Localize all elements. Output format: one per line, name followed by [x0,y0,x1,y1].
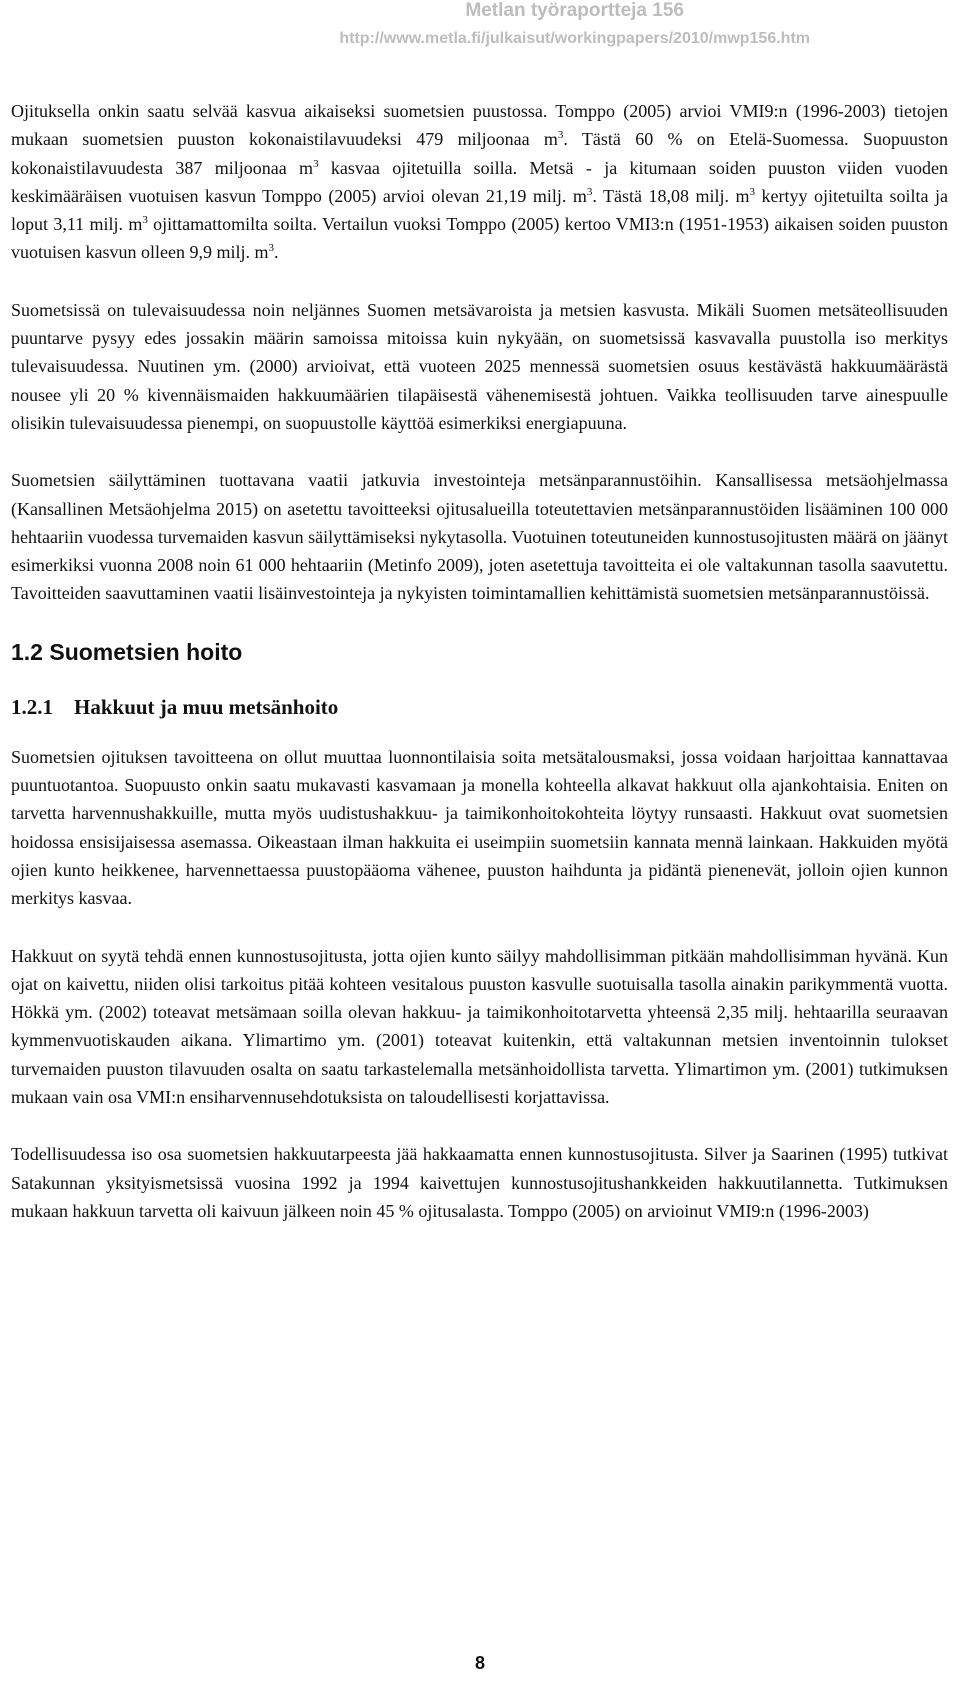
section-heading-1-2: 1.2 Suometsien hoito [11,638,243,665]
paragraph-harvest-reality: Todellisuudessa iso osa suometsien hakkuutarpeesta jää hakkaamatta ennen kunnostusojitusta. Silver ja Saarinen (1995) tutkivat Satakunnan yksityismetsissä vuosina 1992 ja 1994 kaivettujen kunnostusojitushankkeiden hakkuutilannetta. Tutkimuksen mukaan hakkuun tarvetta oli kaivuun jälkeen noin 45 % ojitusalasta. Tomppo (2005) on arvioinut VMI9:n (1996-2003) [11,1144,948,1221]
page-number: 8 [474,1653,485,1673]
report-url[interactable]: http://www.metla.fi/julkaisut/workingpapers/2010/mwp156.htm [339,30,810,47]
paragraph-future-resources: Suometsissä on tulevaisuudessa noin neljännes Suomen metsävaroista ja metsien kasvusta. Mikäli Suomen metsäteollisuuden puuntarve pysyy edes jossakin määrin samoissa mitoissa kuin nykyään, on suometsissä kasvavalla puustolla iso merkitys tulevaisuudessa. Nuutinen ym. (2000) arvioivat, että vuoteen 2025 mennessä suometsien osuus kestävästä hakkuumäärästä nousee yli 20 % kivennäismaiden hakkuumäärien tilapäisestä vähenemisestä johtuen. Vaikka teollisuuden tarve ainespuulle olisikin tulevaisuudessa pienempi, on suopuustolle käyttöä esimerkiksi energiapuuna. [11,299,948,433]
page-header [339,0,810,50]
paragraph-volume-growth: Ojituksella onkin saatu selvää kasvua aikaiseksi suometsien puustossa. Tomppo (2005) arvioi VMI9:n (1996-2003) tietojen mukaan suometsien puuston kokonaistilavuudeksi 479 miljoonaa $m^3$. Tästä 60 % on Etelä-Suomessa. Suopuuston kokonaistilavuudesta 387 miljoonaa $m^3$ kasvaa ojitetuilla soilla. Metsä - ja kitumaan soiden puuston viiden vuoden keskimääräisen vuotuisen kasvun Tomppo (2005) arvioi olevan 21,19 milj. $m^3$. Tästä 18,08 milj. $m^3$ kertyy ojitetuilta soilta ja loput 3,11 milj. $m^3$ ojittamattomilta soilta. Vertailun vuoksi Tomppo (2005) kertoo VMI3:n (1951-1953) aikaisen soiden puuston vuotuisen kasvun olleen 9,9 milj. $m^3$. [11,101,948,263]
paragraph-harvesting-goals: Suometsien ojituksen tavoitteena on ollut muuttaa luonnontilaisia soita metsätalousmaksi, jossa voidaan harjoittaa kannattavaa puuntuotantoa. Suopuusto onkin saatu mukavasti kasvamaan ja monella kohteella alkavat hakkuut olla ajankohtaisia. Eniten on tarvetta harvennushakkuille, mutta myös uudistushakkuu- ja taimikonhoitokohteita löytyy runsaasti. Hakkuut ovat suometsien hoidossa ensisijaisessa asemassa. Oikeastaan ilman hakkuita ei useimpiin suometsiin kannata mennä lainkaan. Hakkuiden myötä ojien kunto heikkenee, harvennettaessa puustopääoma vähenee, puuston haihdunta ja pidäntä pienenevät, jolloin ojien kunnon merkitys kasvaa. [11,746,948,909]
paragraph-harvest-before-ditching: Hakkuut on syytä tehdä ennen kunnostusojitusta, jotta ojien kunto säilyy mahdollisimman pitkään mahdollisimman hyvänä. Kun ojat on kaivettu, niiden olisi tarkoitus pitää kohteen vesitalous puuston kasvulle suotuisalla tasolla ainakin parikymmentä vuotta. Hökkä ym. (2002) toteavat metsämaan soilla olevan hakkuu- ja taimikonhoitotarvetta yhteensä 2,35 milj. hehtaarilla seuraavan kymmenvuotiskauden aikana. Ylimartimo ym. (2001) toteavat kuitenkin, että valtakunnan metsien inventoinnin tulokset turvemaiden puuston tilavuuden osalta on saatu tarkastelemalla metsänhoidollista tarvetta. Ylimartimon ym. (2001) tutkimuksen mukaan vain osa VMI:n ensiharvennusehdotuksista on taloudellisesti korjattavissa. [11,945,948,1108]
report-series-title: Metlan työraportteja 156 [465,0,684,21]
document-body [11,97,948,1254]
subsection-heading-1-2-1: 1.2.1 Hakkuut ja muu metsänhoito [11,694,339,719]
paragraph-investments: Suometsien säilyttäminen tuottavana vaatii jatkuvia investointeja metsänparannustöihin. Kansallisessa metsäohjelmassa (Kansallinen Metsäohjelma 2015) on asetettu tavoitteeksi ojitusalueilla toteutettavien metsänparannustöiden lisääminen 100 000 hehtaariin vuodessa turvemaiden kasvun säilyttämiseksi nykytasolla. Vuotuinen toteutuneiden kunnostusojitusten määrä on jäänyt esimerkiksi vuonna 2008 noin 61 000 hehtaariin (Metinfo 2009), joten asetettuja tavoitteita ei ole valtakunnan tasolla saavutettu. Tavoitteiden saavuttaminen vaatii lisäinvestointeja ja nykyisten toimintamallien kehittämistä suometsien metsänparannustöissä. [11,470,948,604]
